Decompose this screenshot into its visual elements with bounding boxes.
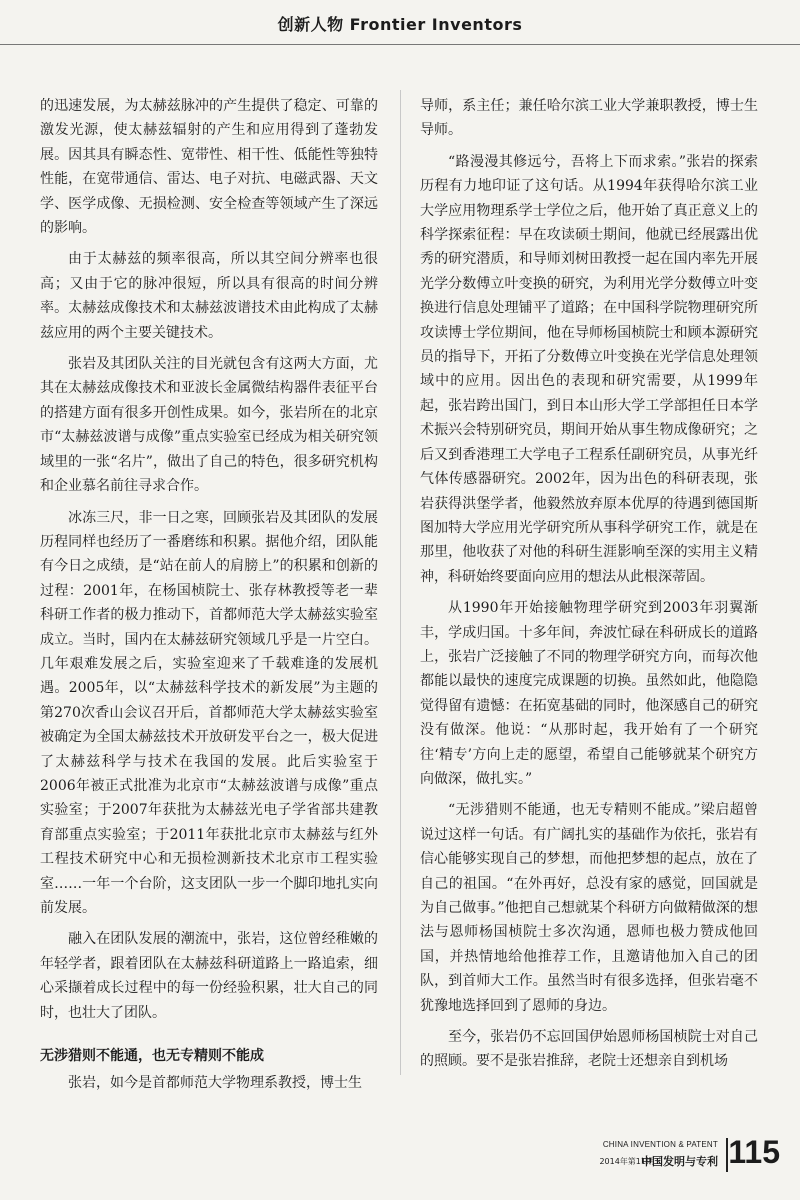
issue-label: 2014年第11期 <box>599 1157 654 1166</box>
paragraph: 由于太赫兹的频率很高，所以其空间分辨率也很高；又由于它的脉冲很短，所以具有很高的时间分辨率。太赫兹成像技术和太赫兹波谱技术由此构成了太赫兹应用的两个主要关键技术。 <box>40 251 378 341</box>
paragraph: 张岩，如今是首都师范大学物理系教授，博士生 <box>68 1075 362 1092</box>
paragraph: “路漫漫其修远兮，吾将上下而求索。”张岩的探索历程有力地印证了这句话。从1994年获得哈尔滨工业大学应用物理系学士学位之后，他开始了真正意义上的科学探索征程：早在攻读硕士期间，他就已经展露出优秀的研究潜质，和导师刘树田教授一起在国内率先开展光学分数傅立叶变换的研究，为利用光学分数傅立叶变换进行信息处理铺平了道路；在中国科学院物理研究所攻读博士学位期间，他在导师杨国桢院士和顾本源研究员的指导下，开拓了分数傅立叶变换在光学信息处理领域中的应用。因出色的表现和研究需要，从1999年起，张岩跨出国门，到日本山形大学工学部担任日本学术振兴会特别研究员，期间开始从事生物成像研究；之后又到香港理工大学电子工程系任副研究员，从事光纤气体传感器研究。2002年，因为出色的科研表现，张岩获得洪堡学者，他毅然放弃原本优厚的待遇到德国斯图加特大学应用光学研究所从事科学研究工作，就是在那里，他收获了对他的科研生涯影响至深的实用主义精神，科研始终要面向应用的想法从此根深蒂固。 <box>420 153 758 585</box>
page-footer <box>540 1136 780 1176</box>
paragraph: 从1990年开始接触物理学研究到2003年羽翼渐丰，学成归国。十多年间，奔波忙碌在科研成长的道路上，张岩广泛接触了不同的物理学研究方向，而每次他都能以最快的速度完成课题的切换。虽然如此，他隐隐觉得留有遗憾：在拓宽基础的同时，他深感自己的研究没有做深。他说：“从那时起，我开始有了一个研究往‘精专’方向上走的愿望，希望自己能够就某个研究方向做深，做扎实。” <box>420 600 758 787</box>
section-heading: 无涉猎则不能通，也无专精则不能成 <box>40 1048 264 1065</box>
left-column <box>40 94 378 1102</box>
right-column <box>420 94 758 1081</box>
paragraph: 融入在团队发展的潮流中，张岩，这位曾经稚嫩的年轻学者，跟着团队在太赫兹科研道路上一路追索，细心采撷着成长过程中的每一份经验积累，壮大自己的同时，也壮大了团队。 <box>40 931 378 1021</box>
page-header <box>0 0 800 45</box>
paragraph: 冰冻三尺，非一日之寒，回顾张岩及其团队的发展历程同样也经历了一番磨练和积累。据他介绍，团队能有今日之成绩，是“站在前人的肩膀上”的积累和创新的过程：2001年，在杨国桢院士、张存林教授等老一辈科研工作者的极力推动下，首都师范大学太赫兹实验室成立。当时，国内在太赫兹研究领域几乎是一片空白。几年艰难发展之后，实验室迎来了千载难逢的发展机遇。2005年，以“太赫兹科学技术的新发展”为主题的第270次香山会议召开后，首都师范大学太赫兹实验室被确定为全国太赫兹技术开放研发平台之一，极大促进了太赫兹科学与技术在我国的发展。此后实验室于2006年被正式批准为北京市“太赫兹波谱与成像”重点实验室；于2007年获批为太赫兹光电子学省部共建教育部重点实验室；于2011年获批北京市太赫兹与红外工程技术研究中心和无损检测新技术北京市工程实验室……一年一个台阶，这支团队一步一个脚印地扎实向前发展。 <box>40 509 378 916</box>
paragraph: “无涉猎则不能通，也无专精则不能成。”梁启超曾说过这样一句话。有广阔扎实的基础作为依托，张岩有信心能够实现自己的梦想，而他把梦想的起点，放在了自己的祖国。“在外再好，总没有家的感觉，回国就是为自己做事。”他把自己想就某个科研方向做精做深的想法与恩师杨国桢院士多次沟通，恩师也极力赞成他回国，并热情地给他推荐工作，且邀请他加入自己的团队，到首师大工作。虽然当时有很多选择，但张岩毫不犹豫地选择回到了恩师的身边。 <box>420 802 758 1014</box>
page-number: 115 <box>728 1134 780 1170</box>
section-title: 创新人物 Frontier Inventors <box>277 15 523 34</box>
column-divider <box>400 90 401 1075</box>
journal-name-en: CHINA INVENTION & PATENT <box>602 1140 718 1149</box>
paragraph: 至今，张岩仍不忘回国伊始恩师杨国桢院士对自己的照顾。要不是张岩推辞，老院士还想亲自到机场 <box>420 1029 758 1070</box>
paragraph: 张岩及其团队关注的目光就包含有这两大方面，尤其在太赫兹成像技术和亚波长金属微结构器件表征平台的搭建方面有很多开创性成果。如今，张岩所在的北京市“太赫兹波谱与成像”重点实验室已经成为相关研究领域里的一张“名片”，做出了自己的特色，很多研究机构和企业慕名前往寻求合作。 <box>40 356 378 495</box>
journal-name-cn: 中国发明与专利 <box>641 1155 718 1168</box>
paragraph: 导师，系主任；兼任哈尔滨工业大学兼职教授，博士生导师。 <box>420 98 758 139</box>
paragraph: 的迅速发展，为太赫兹脉冲的产生提供了稳定、可靠的激发光源，使太赫兹辐射的产生和应用得到了蓬勃发展。因其具有瞬态性、宽带性、相干性、低能性等独特性能，在宽带通信、雷达、电子对抗、电磁武器、天文学、医学成像、无损检测、安全检查等领域产生了深远的影响。 <box>40 98 378 237</box>
